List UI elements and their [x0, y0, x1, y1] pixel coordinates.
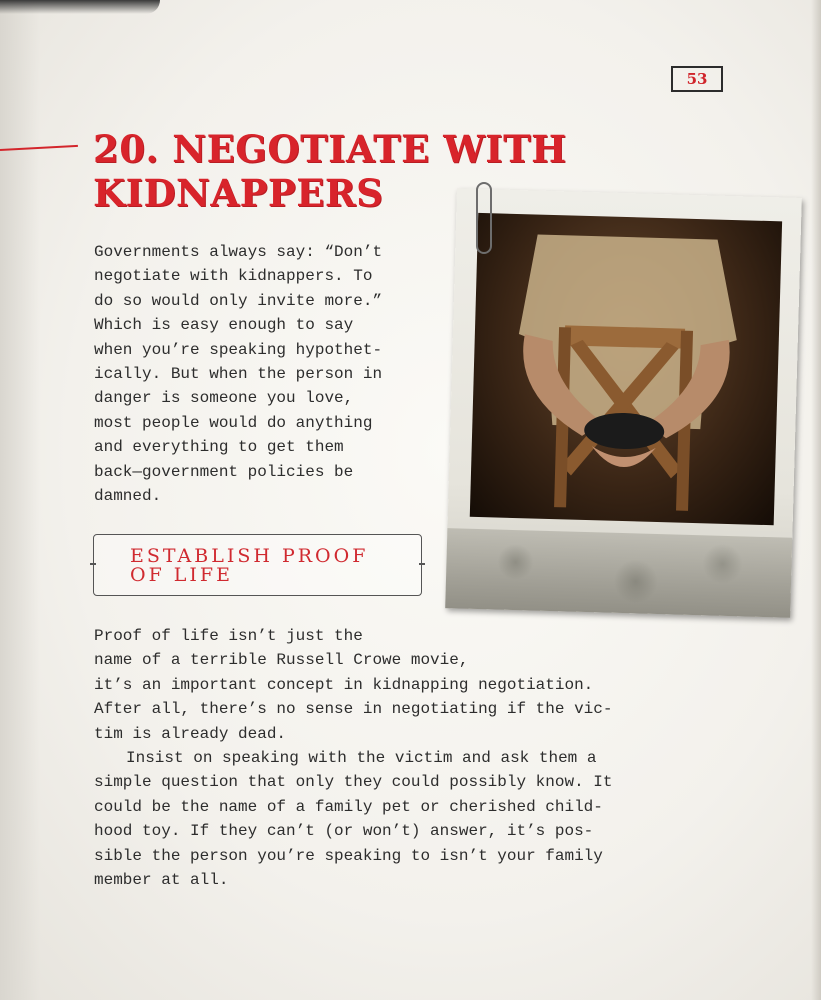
hostage-illustration: [470, 213, 782, 525]
intro-paragraph: Governments always say: “Don’t negotiate with kidnappers. To do so would only invite more.” Which is easy enough to say when you’re speaking hypothet- ically. But when the person in danger is someone you love, most people would do anything and everything to get them back—government policies be damned.: [94, 243, 383, 506]
paperclip-icon: [476, 182, 492, 254]
page-edge-shadow: [811, 0, 821, 1000]
polaroid-bottom-border: [445, 528, 792, 618]
page-number: 53: [671, 66, 723, 92]
body-paragraph-2: Insist on speaking with the victim and ask them a simple question that only they could possibly know. It could be the name of a family pet or cherished child- hood toy. If they can’t (or won’t) answer, it’s pos- sible the person you’re speaking to isn’t your family member at all.: [94, 749, 613, 890]
section-heading: ESTABLISH PROOF OF LIFE: [130, 545, 369, 586]
chapter-title: 20. NEGOTIATE WITH KIDNAPPERS: [93, 127, 567, 215]
body-text: [94, 624, 694, 892]
body-paragraph-1: Proof of life isn’t just the name of a terrible Russell Crowe movie, it’s an important concept in kidnapping negotiation. After all, there’s no sense in negotiating if the vic- tim is already dead.: [94, 627, 613, 743]
corner-shadow: [0, 0, 160, 14]
section-heading-box: [93, 534, 422, 596]
polaroid-photo: [445, 188, 802, 617]
hostage-photo-image: [470, 213, 782, 525]
